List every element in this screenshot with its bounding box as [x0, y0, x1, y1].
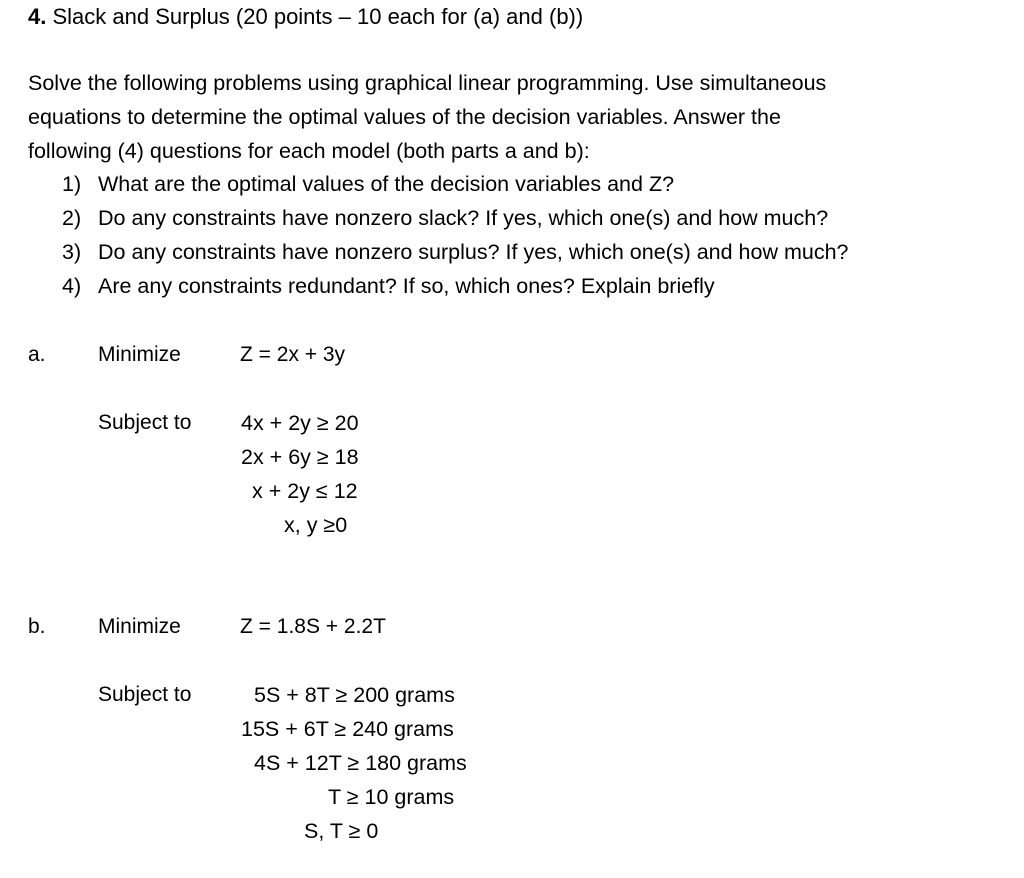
problem-heading — [28, 4, 583, 30]
part-a-constraint: 4x + 2y ≥ 20 — [241, 411, 359, 435]
question-text: Do any constraints have nonzero slack? If yes, which one(s) and how much? — [98, 206, 829, 230]
part-b-label: b. — [28, 615, 46, 638]
question-item — [62, 206, 828, 231]
part-b-objective: Z = 1.8S + 2.2T — [240, 615, 386, 638]
instructions-line: following (4) questions for each model (both parts a and b): — [28, 139, 590, 163]
instructions-line: Solve the following problems using graphical linear programming. Use simultaneous — [28, 71, 827, 95]
question-number: 2) — [62, 206, 82, 230]
part-b-constraint: S, T ≥ 0 — [304, 819, 379, 843]
question-number: 4) — [62, 274, 82, 298]
question-number: 3) — [62, 240, 82, 264]
question-item — [62, 172, 674, 197]
part-b-constraint: 4S + 12T ≥ 180 grams — [254, 751, 467, 775]
part-a-constraint: x + 2y ≤ 12 — [252, 479, 358, 503]
part-a-label: a. — [28, 343, 46, 366]
instructions-line: equations to determine the optimal values of the decision variables. Answer the — [28, 105, 781, 129]
question-item — [62, 240, 849, 265]
question-number: 1) — [62, 172, 82, 196]
instructions-paragraph — [28, 66, 988, 168]
part-b-minimize-keyword: Minimize — [98, 615, 181, 638]
problem-title: Slack and Surplus (20 points – 10 each for (a) and (b)) — [52, 4, 584, 29]
question-text: Are any constraints redundant? If so, which ones? Explain briefly — [98, 274, 715, 298]
part-a-constraint: x, y ≥0 — [284, 513, 348, 537]
part-b-constraint: T ≥ 10 grams — [328, 785, 455, 809]
part-a-objective: Z = 2x + 3y — [240, 343, 346, 366]
question-text: Do any constraints have nonzero surplus? If yes, which one(s) and how much? — [98, 240, 849, 264]
part-b-subject-to: Subject to — [98, 683, 192, 706]
part-b-constraint: 15S + 6T ≥ 240 grams — [241, 717, 454, 741]
part-a-minimize-keyword: Minimize — [98, 343, 181, 366]
question-text: What are the optimal values of the decision variables and Z? — [98, 172, 675, 196]
question-item — [62, 274, 715, 299]
part-a-constraint: 2x + 6y ≥ 18 — [241, 445, 359, 469]
part-a-subject-to: Subject to — [98, 411, 192, 434]
part-b-constraint: 5S + 8T ≥ 200 grams — [254, 683, 455, 707]
problem-number: 4. — [28, 4, 47, 29]
